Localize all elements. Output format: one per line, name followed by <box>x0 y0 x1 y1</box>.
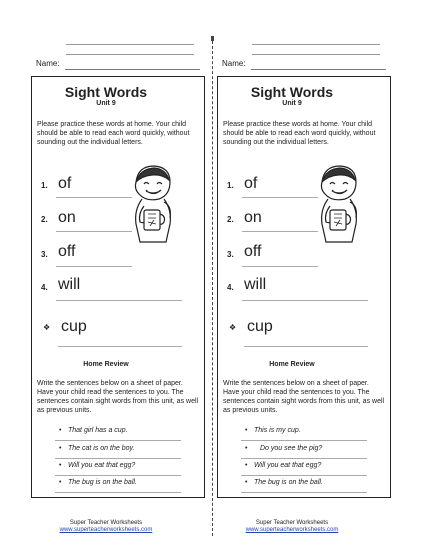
sight-word: on <box>58 209 76 226</box>
sentence-rule <box>55 492 181 493</box>
word-rule <box>56 266 132 267</box>
home-review-title: Home Review <box>269 361 315 368</box>
sight-word: of <box>244 175 258 192</box>
unit-label: Unit 9 <box>282 100 302 107</box>
bonus-word: cup <box>247 318 273 335</box>
worksheet-card-left <box>0 0 212 550</box>
sentence-rule <box>55 458 181 459</box>
word-number: 2. <box>41 215 48 224</box>
header-rule <box>252 54 380 55</box>
header-rule <box>66 44 194 45</box>
sentence-rule <box>55 440 181 441</box>
header-rule <box>66 54 194 55</box>
review-sentence: This is my cup. <box>254 427 301 434</box>
footer-brand: Super Teacher Worksheets <box>255 520 329 526</box>
bullet-icon: • <box>245 462 248 469</box>
footer-link[interactable]: www.superteacherworksheets.com <box>245 527 339 533</box>
diamond-bullet-icon: ❖ <box>229 323 237 332</box>
sentence-rule <box>241 475 367 476</box>
bullet-icon: • <box>59 462 62 469</box>
word-rule <box>56 231 132 232</box>
home-review-title: Home Review <box>83 361 129 368</box>
sentence-rule <box>241 492 367 493</box>
word-rule <box>242 266 318 267</box>
word-rule <box>58 346 182 347</box>
review-sentence: The bug is on the ball. <box>254 479 323 486</box>
word-number: 4. <box>41 283 48 292</box>
word-number: 1. <box>227 181 234 190</box>
review-sentence: That girl has a cup. <box>68 427 128 434</box>
word-rule <box>56 197 132 198</box>
review-instructions: Write the sentences below on a sheet of paper. Have your child read the sentences to you. The sentences contain sight words from this unit, as well as previous units. <box>37 380 199 414</box>
sentence-rule <box>55 475 181 476</box>
word-rule <box>56 300 182 301</box>
unit-label: Unit 9 <box>96 100 116 107</box>
review-sentence: The cat is on the boy. <box>68 445 135 452</box>
sight-word: will <box>58 276 81 293</box>
word-rule <box>242 197 318 198</box>
sight-word: off <box>244 243 262 260</box>
sight-word: of <box>58 175 72 192</box>
word-number: 3. <box>41 250 48 259</box>
name-field[interactable] <box>65 69 200 70</box>
footer-brand: Super Teacher Worksheets <box>69 520 143 526</box>
footer <box>0 520 212 534</box>
review-sentence: Do you see the pig? <box>260 445 323 452</box>
word-number: 3. <box>227 250 234 259</box>
name-label: Name: <box>36 59 60 68</box>
word-number: 1. <box>41 181 48 190</box>
bullet-icon: • <box>245 427 248 434</box>
footer-link[interactable]: www.superteacherworksheets.com <box>59 527 153 533</box>
sight-word: on <box>244 209 262 226</box>
sentence-rule <box>241 458 367 459</box>
word-number: 4. <box>227 283 234 292</box>
diamond-bullet-icon: ❖ <box>43 323 51 332</box>
bullet-icon: • <box>59 479 62 486</box>
review-sentence: Will you eat that egg? <box>254 462 322 469</box>
worksheet-card-right <box>213 0 425 550</box>
intro-text: Please practice these words at home. Your child should be able to read each word quickly, without sounding out the individual letters. <box>37 121 190 146</box>
sight-word: off <box>58 243 76 260</box>
word-rule <box>244 346 368 347</box>
word-number: 2. <box>227 215 234 224</box>
page-title: Sight Words <box>64 84 148 100</box>
word-rule <box>242 300 368 301</box>
page-title: Sight Words <box>250 84 334 100</box>
boy-holding-cup-icon <box>124 162 180 246</box>
review-instructions: Write the sentences below on a sheet of paper. Have your child read the sentences to you. The sentences contain sight words from this unit, as well as previous units. <box>223 380 385 414</box>
header-rule <box>252 44 380 45</box>
bonus-word: cup <box>61 318 87 335</box>
word-rule <box>242 231 318 232</box>
name-field[interactable] <box>251 69 386 70</box>
sight-word: will <box>244 276 267 293</box>
name-label: Name: <box>222 59 246 68</box>
intro-text: Please practice these words at home. Your child should be able to read each word quickly, without sounding out the individual letters. <box>223 121 376 146</box>
sentence-rule <box>241 440 367 441</box>
review-sentence: Will you eat that egg? <box>68 462 136 469</box>
bullet-icon: • <box>59 445 62 452</box>
boy-holding-cup-icon <box>310 162 366 246</box>
bullet-icon: • <box>245 445 248 452</box>
bullet-icon: • <box>59 427 62 434</box>
footer <box>186 520 398 534</box>
bullet-icon: • <box>245 479 248 486</box>
review-sentence: The bug is on the ball. <box>68 479 137 486</box>
